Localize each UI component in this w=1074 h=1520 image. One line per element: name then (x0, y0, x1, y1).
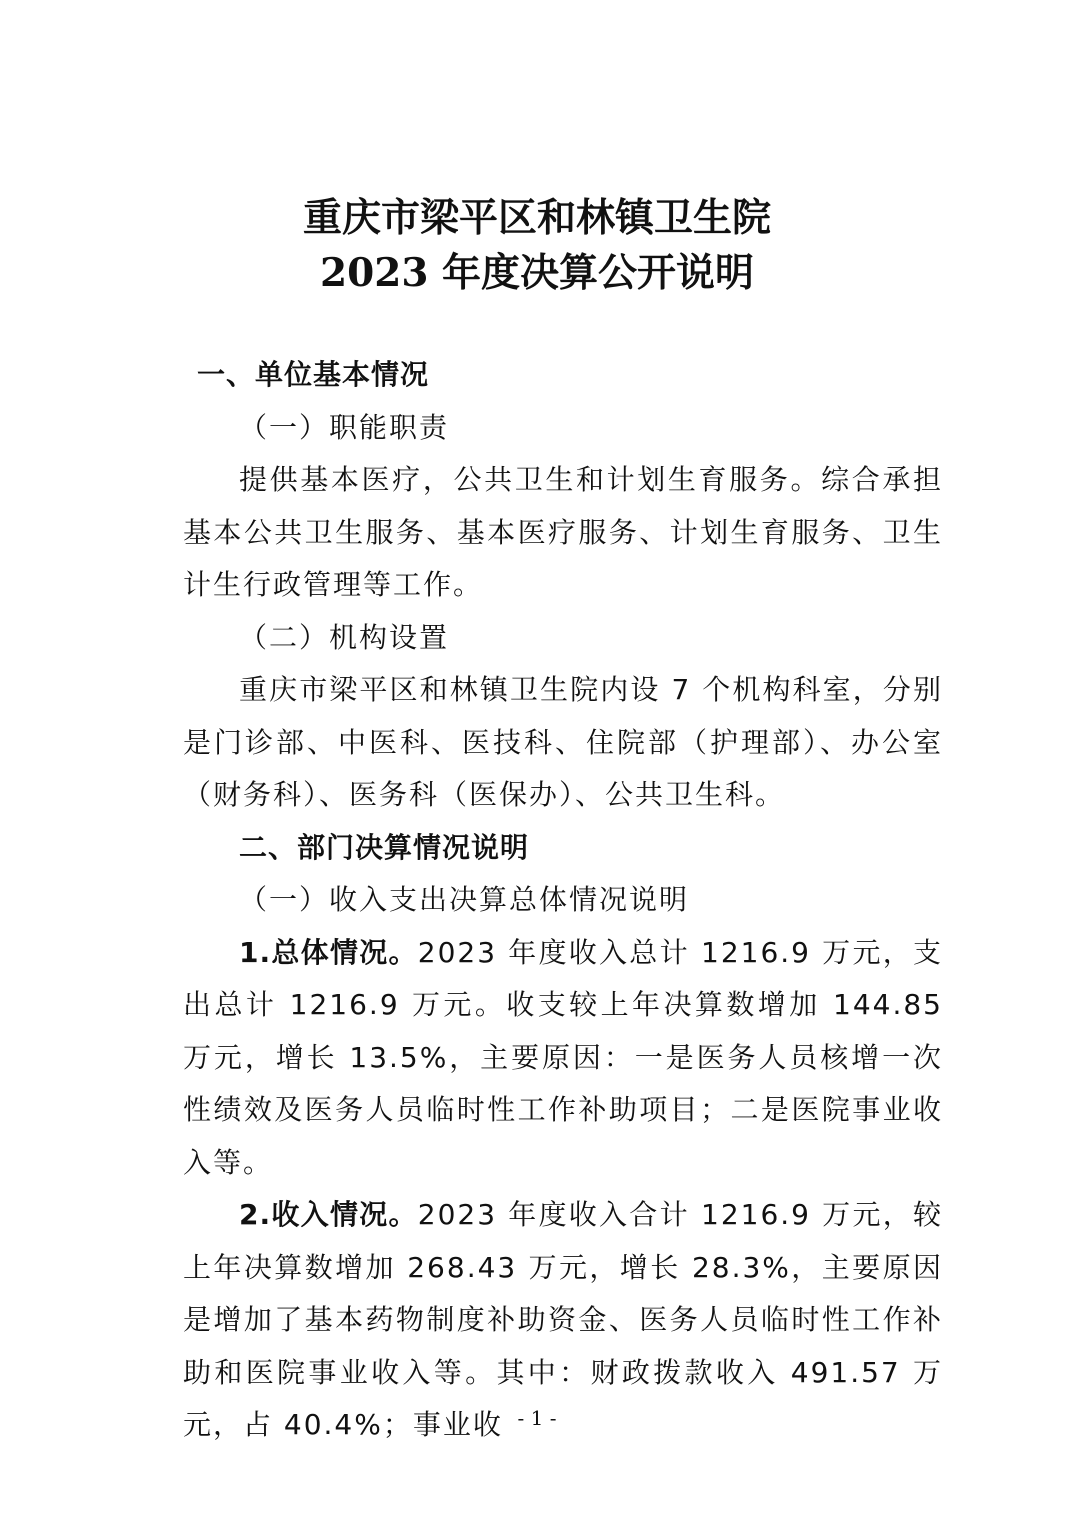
section1-heading: 一、单位基本情况 (197, 358, 430, 391)
document-body (183, 349, 943, 1452)
section2-item2-text: 2023 年度收入合计 1216.9 万元，较上年决算数增加 268.43 万元，增长 28.3%，主要原因是增加了基本药物制度补助资金、医务人员临时性工作补助和医院事业收入等。其中：财政拨款收入 491.57 万元，占 40.4%；事业收 (183, 1198, 943, 1441)
section1-sub1-heading: （一）职能职责 (239, 410, 450, 444)
section2-sub1-heading: （一）收入支出决算总体情况说明 (239, 883, 690, 916)
section2-item1-text: 2023 年度收入总计 1216.9 万元，支出总计 1216.9 万元。收支较上年决算数增加 144.85 万元，增长 13.5%，主要原因：一是医务人员核增一次性绩效及医务人员临时性工作补助项目；二是医院事业收入等。 (183, 935, 943, 1179)
section2-heading: 二、部门决算情况说明 (239, 830, 530, 864)
section1-sub2-paragraph: 重庆市梁平区和林镇卫生院内设 7 个机构科室，分别是门诊部、中医科、医技科、住院部（护理部）、办公室（财务科）、医务科（医保办）、公共卫生科。 (183, 673, 943, 811)
document-title-line2: 2023 年度决算公开说明 (319, 250, 755, 296)
section2-item2-lead: 2.收入情况。 (239, 1198, 418, 1231)
section1-sub2-heading: （二）机构设置 (239, 620, 450, 654)
section2-item1-lead: 1.总体情况。 (239, 935, 418, 969)
section1-sub1-paragraph: 提供基本医疗，公共卫生和计划生育服务。综合承担基本公共卫生服务、基本医疗服务、计划生育服务、卫生计生行政管理等工作。 (183, 463, 943, 601)
document-title-line1: 重庆市梁平区和林镇卫生院 (302, 195, 771, 241)
section2-item1-paragraph (183, 927, 943, 1190)
page-number: - 1 - (517, 1406, 557, 1430)
